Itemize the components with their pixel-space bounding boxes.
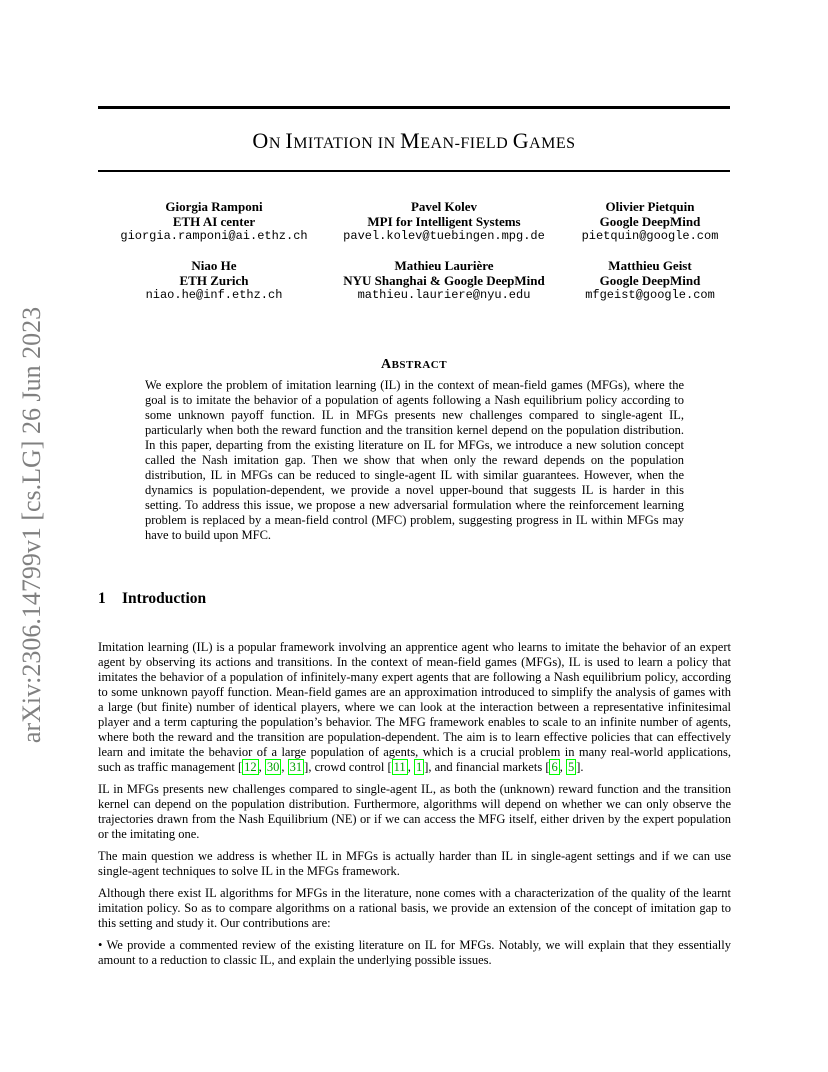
- author-block: [520, 199, 780, 244]
- introduction-body: [98, 640, 731, 975]
- citation-separator: ,: [258, 760, 265, 774]
- citation-link[interactable]: 11: [393, 760, 406, 774]
- author-affiliation: MPI for Intelligent Systems: [367, 214, 521, 229]
- abstract-heading-part: BSTRACT: [391, 359, 448, 371]
- author-affiliation: NYU Shanghai & Google DeepMind: [343, 273, 545, 288]
- citation-link[interactable]: 6: [551, 760, 558, 774]
- author-block: [84, 258, 344, 303]
- abstract-text: We explore the problem of imitation learning (IL) in the context of mean-field games (MFGs), where the goal is to imitate the behavior of a population of agents following a Nash equilibrium policy according to some unknown payoff function. IL in MFGs presents new challenges compared to single-agent IL, particularly when both the reward function and the transition kernel depend on the population distribution. In this paper, departing from the existing literature on IL for MFGs, we introduce a new solution concept called the Nash imitation gap. Then we show that when only the reward depends on the population distribution, IL in MFGs can be reduced to single-agent IL with similar guarantees. However, when the dynamics is population-dependent, we provide a novel upper-bound that suggests IL is harder in this setting. To address this issue, we propose a new adversarial formulation where the reinforcement learning problem is replaced by a mean-field control (MFC) problem, suggesting progress in IL within MFGs may have to build upon MFC.: [145, 378, 684, 542]
- title-part: I: [285, 128, 294, 153]
- paragraph: Although there exist IL algorithms for MFGs in the literature, none comes with a characterization of the quality of the learnt imitation policy. So as to compare algorithms on a rational basis, we provide an extension of the concept of imitation gap to this setting and study it. Our contributions are:: [98, 886, 731, 930]
- author-name: Mathieu Laurière: [394, 258, 494, 273]
- title-rule-bottom: [98, 170, 730, 172]
- author-email[interactable]: giorgia.ramponi@ai.ethz.ch: [120, 229, 308, 243]
- citation-separator: ,: [559, 760, 566, 774]
- author-affiliation: Google DeepMind: [599, 214, 701, 229]
- contribution-bullet: • We provide a commented review of the existing literature on IL for MFGs. Notably, we will explain that they essentially amount to a reduction to classic IL, and explain the underlying possible issues.: [98, 938, 731, 967]
- paragraph: [98, 640, 731, 775]
- title-part: M: [400, 128, 421, 153]
- title-part: O: [252, 128, 269, 153]
- author-name: Pavel Kolev: [410, 199, 478, 214]
- citation-link[interactable]: 5: [567, 760, 575, 774]
- paragraph-text: Imitation learning (IL) is a popular framework involving an apprentice agent who learns to imitate the behavior of an expert agent by observing its actions and transitions. In the context of mean-field games (MFGs), IL is used to learn a policy that imitates the behavior of a population of infinitely-many expert agents that are following a Nash equilibrium policy, according to some unknown payoff function. Mean-field games are an approximation introduced to simplify the analysis of games with a large (but finite) number of identical players, where we can look at the interaction between a representative infinitesimal player and a term capturing the population’s behavior. The MFG framework enables to scale to an infinite number of agents, where both the reward and the transition are population-dependent. The aim is to learn effective policies that can effectively learn and imitate the behavior of a large population of agents, which is a crucial problem in many real-world applications, such as traffic management [: [98, 640, 731, 774]
- author-name: Matthieu Geist: [608, 258, 692, 273]
- citation-link[interactable]: 12: [244, 760, 257, 774]
- paragraph-text: ], crowd control [: [304, 760, 392, 774]
- paragraph-text: ], and financial markets [: [424, 760, 550, 774]
- title-part: N: [268, 135, 286, 152]
- author-email[interactable]: mathieu.lauriere@nyu.edu: [357, 288, 531, 302]
- abstract-heading: [98, 357, 730, 373]
- arxiv-sidebar-stamp: [6, 290, 58, 760]
- author-name: Giorgia Ramponi: [165, 199, 263, 214]
- author-name: Niao He: [191, 258, 237, 273]
- citation-separator: ,: [281, 760, 288, 774]
- author-affiliation: ETH AI center: [172, 214, 256, 229]
- title-part: MITATION IN: [293, 135, 401, 152]
- author-name: Olivier Pietquin: [605, 199, 695, 214]
- author-block: [84, 199, 344, 244]
- citation-link[interactable]: 31: [289, 760, 303, 774]
- paragraph: IL in MFGs presents new challenges compared to single-agent IL, as both the (unknown) reward function and the transition kernel can depend on the population distribution. Furthermore, algorithms will depend on whether we can only observe the trajectories drawn from the Nash Equilibrium (NE) or if we can access the MFG itself, either driven by the expert population or the imitating one.: [98, 782, 731, 841]
- author-email[interactable]: pavel.kolev@tuebingen.mpg.de: [343, 229, 545, 243]
- citation-link[interactable]: 1: [415, 760, 423, 774]
- paper-title: [98, 128, 730, 154]
- author-email[interactable]: pietquin@google.com: [581, 229, 719, 243]
- author-email[interactable]: mfgeist@google.com: [585, 288, 715, 302]
- section-heading: [98, 590, 206, 608]
- section-title: Introduction: [122, 590, 207, 607]
- author-affiliation: Google DeepMind: [599, 273, 701, 288]
- author-affiliation: ETH Zurich: [179, 273, 249, 288]
- arxiv-identifier: arXiv:2306.14799v1 [cs.LG] 26 Jun 2023: [17, 306, 46, 744]
- title-part: EAN-FIELD: [420, 135, 513, 152]
- author-block: [520, 258, 780, 303]
- paragraph-text: ].: [576, 760, 584, 774]
- section-number: 1: [98, 590, 106, 607]
- paragraph: The main question we address is whether IL in MFGs is actually harder than IL in single-agent settings and if we can use single-agent techniques to solve IL in the MFGs framework.: [98, 849, 731, 878]
- title-part: G: [512, 128, 530, 153]
- title-rule-top: [98, 106, 730, 109]
- citation-link[interactable]: 30: [266, 760, 280, 774]
- author-email[interactable]: niao.he@inf.ethz.ch: [145, 288, 283, 302]
- title-part: AMES: [529, 135, 576, 152]
- abstract-heading-part: A: [380, 357, 392, 372]
- citation-separator: ,: [407, 760, 414, 774]
